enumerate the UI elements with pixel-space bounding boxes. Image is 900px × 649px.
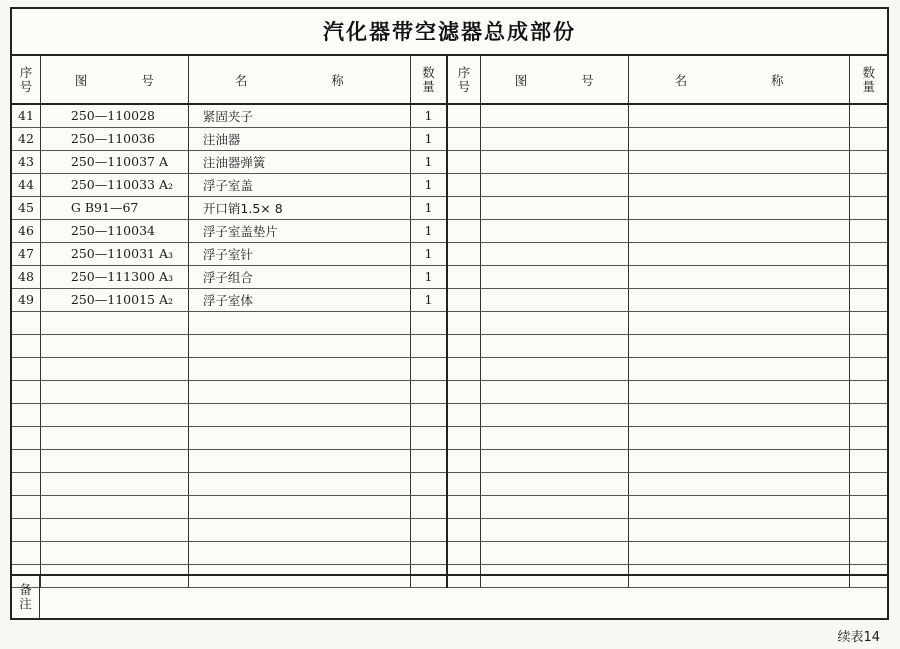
cell-qty — [850, 265, 887, 288]
table-row — [12, 288, 887, 311]
cell-code — [480, 334, 628, 357]
cell-name — [188, 426, 410, 449]
table-row — [12, 357, 887, 380]
cell-seq: 46 — [12, 219, 40, 242]
cell-name — [628, 311, 850, 334]
cell-qty — [850, 426, 887, 449]
cell-qty — [850, 403, 887, 426]
cell-seq: 48 — [12, 265, 40, 288]
cell-seq: 43 — [12, 150, 40, 173]
cell-name — [628, 426, 850, 449]
cell-seq — [447, 150, 480, 173]
cell-name — [628, 403, 850, 426]
cell-qty: 1 — [410, 150, 447, 173]
cell-code: 250—110036 — [40, 127, 188, 150]
header-qty: 数量 — [850, 56, 887, 104]
cell-name — [628, 449, 850, 472]
cell-seq: 47 — [12, 242, 40, 265]
table-row — [12, 449, 887, 472]
cell-qty — [850, 518, 887, 541]
cell-qty — [850, 150, 887, 173]
cell-seq — [447, 173, 480, 196]
cell-code — [40, 380, 188, 403]
page-title: 汽化器带空滤器总成部份 — [12, 9, 887, 56]
table-row — [12, 311, 887, 334]
cell-qty — [410, 403, 447, 426]
cell-name — [188, 472, 410, 495]
table-row — [12, 173, 887, 196]
cell-code — [40, 403, 188, 426]
cell-qty: 1 — [410, 104, 447, 127]
cell-qty — [850, 173, 887, 196]
cell-code — [40, 495, 188, 518]
cell-seq — [12, 472, 40, 495]
cell-seq — [12, 403, 40, 426]
cell-qty: 1 — [410, 242, 447, 265]
cell-seq — [12, 426, 40, 449]
cell-code — [480, 127, 628, 150]
cell-seq — [447, 472, 480, 495]
table-row — [12, 219, 887, 242]
table-row — [12, 242, 887, 265]
cell-name — [628, 380, 850, 403]
cell-name — [188, 495, 410, 518]
cell-code — [480, 265, 628, 288]
cell-seq — [12, 495, 40, 518]
cell-code — [480, 518, 628, 541]
cell-code: 250—110015 A₂ — [40, 288, 188, 311]
cell-name: 注油器弹簧 — [188, 150, 410, 173]
cell-name — [188, 403, 410, 426]
cell-qty — [850, 449, 887, 472]
cell-seq — [12, 449, 40, 472]
cell-code — [480, 150, 628, 173]
cell-code: G B91—67 — [40, 196, 188, 219]
table-row — [12, 150, 887, 173]
cell-seq — [447, 357, 480, 380]
table-row — [12, 472, 887, 495]
cell-qty — [850, 472, 887, 495]
cell-name: 浮子组合 — [188, 265, 410, 288]
table-row — [12, 518, 887, 541]
table-header — [12, 56, 887, 104]
cell-name — [628, 472, 850, 495]
cell-qty — [850, 357, 887, 380]
table-row — [12, 334, 887, 357]
table-row — [12, 541, 887, 564]
table-row — [12, 265, 887, 288]
cell-name — [628, 127, 850, 150]
cell-name: 浮子室体 — [188, 288, 410, 311]
cell-code: 250—110037 A — [40, 150, 188, 173]
cell-qty — [850, 196, 887, 219]
cell-name — [628, 150, 850, 173]
cell-seq — [12, 334, 40, 357]
cell-code: 250—111300 A₃ — [40, 265, 188, 288]
cell-name — [628, 242, 850, 265]
cell-name — [628, 173, 850, 196]
cell-qty — [850, 104, 887, 127]
cell-code — [480, 242, 628, 265]
cell-name — [628, 357, 850, 380]
cell-seq — [447, 288, 480, 311]
cell-qty — [410, 380, 447, 403]
cell-code — [40, 472, 188, 495]
cell-seq — [12, 518, 40, 541]
cell-seq: 44 — [12, 173, 40, 196]
cell-code — [40, 518, 188, 541]
cell-name — [628, 518, 850, 541]
cell-seq — [447, 242, 480, 265]
cell-seq — [447, 541, 480, 564]
cell-name — [628, 288, 850, 311]
cell-code — [480, 196, 628, 219]
cell-code — [480, 380, 628, 403]
cell-code — [40, 311, 188, 334]
cell-code: 250—110033 A₂ — [40, 173, 188, 196]
cell-code — [40, 426, 188, 449]
cell-name: 浮子室盖 — [188, 173, 410, 196]
cell-seq — [447, 127, 480, 150]
cell-qty: 1 — [410, 265, 447, 288]
table-row — [12, 380, 887, 403]
cell-seq — [447, 518, 480, 541]
cell-seq — [12, 311, 40, 334]
cell-code — [480, 403, 628, 426]
parts-sheet — [10, 7, 889, 620]
table-row — [12, 495, 887, 518]
cell-seq — [447, 311, 480, 334]
cell-name — [628, 265, 850, 288]
cell-name: 注油器 — [188, 127, 410, 150]
cell-qty — [410, 334, 447, 357]
cell-seq — [447, 380, 480, 403]
cell-qty: 1 — [410, 196, 447, 219]
cell-qty — [850, 127, 887, 150]
table-row — [12, 196, 887, 219]
header-qty: 数量 — [410, 56, 447, 104]
cell-seq: 49 — [12, 288, 40, 311]
cell-code: 250—110034 — [40, 219, 188, 242]
continued-table-label: 续表14 — [837, 630, 880, 645]
cell-name: 紧固夹子 — [188, 104, 410, 127]
cell-qty — [850, 311, 887, 334]
table-row — [12, 403, 887, 426]
header-name: 名 称 — [188, 56, 410, 104]
cell-qty — [850, 541, 887, 564]
cell-code — [480, 173, 628, 196]
cell-code — [480, 219, 628, 242]
cell-name — [628, 334, 850, 357]
table-row — [12, 127, 887, 150]
cell-code — [480, 104, 628, 127]
header-seq: 序号 — [447, 56, 480, 104]
header-seq: 序号 — [12, 56, 40, 104]
cell-qty — [410, 357, 447, 380]
cell-seq: 41 — [12, 104, 40, 127]
remarks-label: 备注 — [12, 576, 40, 618]
cell-name — [628, 495, 850, 518]
cell-qty — [410, 311, 447, 334]
cell-qty: 1 — [410, 219, 447, 242]
cell-seq — [447, 219, 480, 242]
parts-table — [12, 56, 887, 588]
cell-code — [480, 426, 628, 449]
remarks-section — [12, 574, 887, 618]
cell-code — [480, 541, 628, 564]
cell-qty — [850, 288, 887, 311]
header-code: 图 号 — [480, 56, 628, 104]
cell-name — [628, 541, 850, 564]
cell-seq — [447, 104, 480, 127]
cell-name — [628, 219, 850, 242]
cell-qty — [410, 495, 447, 518]
header-code: 图 号 — [40, 56, 188, 104]
cell-code — [480, 449, 628, 472]
cell-code — [480, 288, 628, 311]
table-row — [12, 426, 887, 449]
cell-seq: 45 — [12, 196, 40, 219]
cell-code — [480, 357, 628, 380]
cell-seq — [12, 541, 40, 564]
cell-seq — [447, 495, 480, 518]
cell-code — [40, 449, 188, 472]
cell-name — [188, 334, 410, 357]
cell-seq — [12, 380, 40, 403]
cell-name — [188, 541, 410, 564]
cell-code — [40, 334, 188, 357]
cell-name — [188, 518, 410, 541]
cell-name — [628, 196, 850, 219]
cell-seq — [12, 357, 40, 380]
cell-qty — [850, 334, 887, 357]
cell-qty — [410, 472, 447, 495]
cell-qty: 1 — [410, 288, 447, 311]
cell-qty — [410, 541, 447, 564]
cell-qty — [850, 219, 887, 242]
cell-qty — [410, 449, 447, 472]
cell-name — [188, 449, 410, 472]
cell-code: 250—110031 A₃ — [40, 242, 188, 265]
cell-seq: 42 — [12, 127, 40, 150]
cell-qty — [850, 380, 887, 403]
cell-seq — [447, 334, 480, 357]
cell-seq — [447, 426, 480, 449]
cell-code: 250—110028 — [40, 104, 188, 127]
cell-name: 浮子室盖垫片 — [188, 219, 410, 242]
cell-name — [188, 311, 410, 334]
cell-code — [40, 357, 188, 380]
cell-code — [480, 495, 628, 518]
cell-qty: 1 — [410, 173, 447, 196]
cell-code — [40, 541, 188, 564]
cell-qty — [410, 426, 447, 449]
header-name: 名 称 — [628, 56, 850, 104]
cell-name — [188, 380, 410, 403]
cell-qty — [850, 495, 887, 518]
cell-code — [480, 472, 628, 495]
cell-code — [480, 311, 628, 334]
cell-qty: 1 — [410, 127, 447, 150]
cell-seq — [447, 265, 480, 288]
cell-seq — [447, 403, 480, 426]
cell-seq — [447, 449, 480, 472]
cell-name: 开口销1.5× 8 — [188, 196, 410, 219]
cell-seq — [447, 196, 480, 219]
cell-qty — [850, 242, 887, 265]
cell-name: 浮子室针 — [188, 242, 410, 265]
cell-name — [628, 104, 850, 127]
cell-name — [188, 357, 410, 380]
cell-qty — [410, 518, 447, 541]
table-row — [12, 104, 887, 127]
